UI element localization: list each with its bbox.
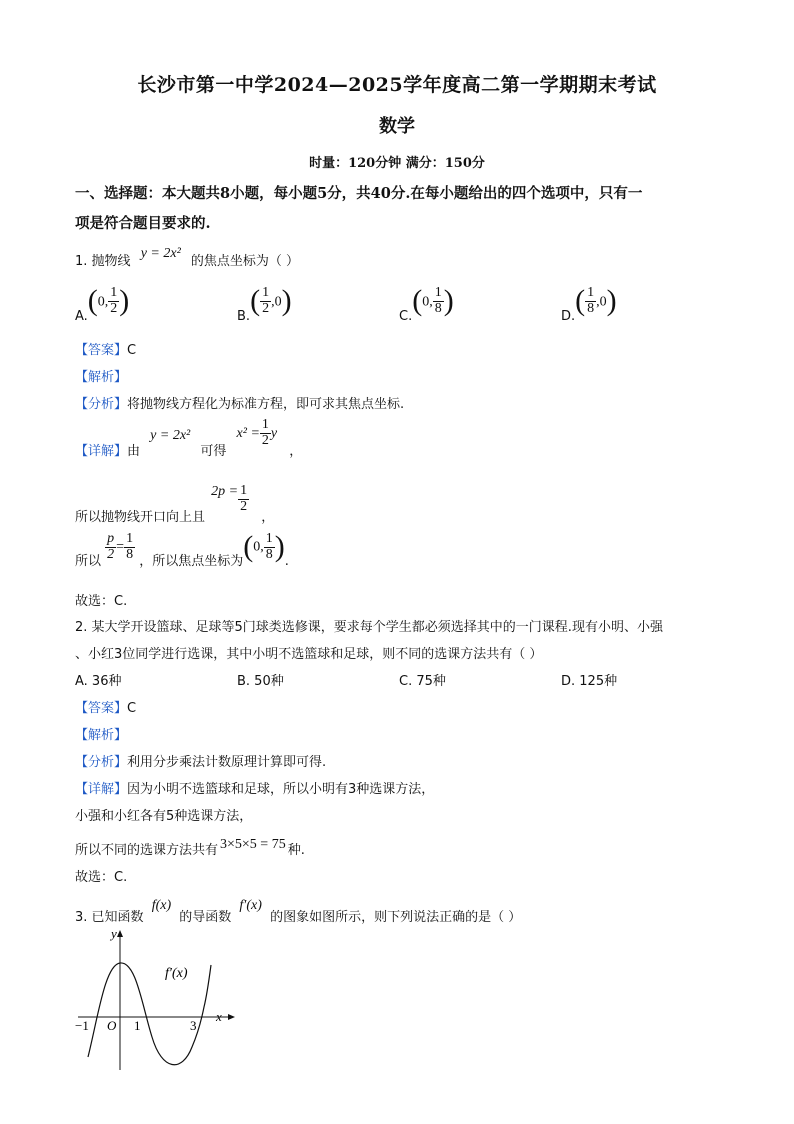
q1-option-a[interactable]: $_{A.}$(0, $\frac{1}{2}$ ) bbox=[75, 284, 130, 324]
q1-options bbox=[75, 284, 715, 328]
q1-option-c[interactable]: $_{C.}$(0, $\frac{1}{8}$ ) bbox=[399, 284, 454, 324]
q1-option-d[interactable]: $_{D.}$( $\frac{1}{8}$ ,0) bbox=[561, 284, 617, 324]
q2-answer: 【答案】C bbox=[75, 701, 137, 716]
q1-answer: 【答案】C bbox=[75, 343, 137, 358]
q2-option-c[interactable]: C. 75种 bbox=[399, 674, 446, 689]
time-score-info: 时量：120分钟 满分：150分 bbox=[309, 156, 485, 171]
q2-detail-line3: 所以不同的选课方法共有 3×5×5 = 75 种. bbox=[75, 837, 305, 858]
q2-stem-line2: 、小红3位同学进行选课，其中小明不选篮球和足球，则不同的选课方法共有（ ） bbox=[75, 647, 543, 662]
subject-title: 数学 bbox=[379, 116, 415, 137]
q1-jiexi: 【解析】 bbox=[75, 370, 128, 385]
y-axis-label: y bbox=[111, 926, 117, 941]
q1-detail-line2: 所以抛物线开口向上且 2p = $\frac{1}{2}$ ， bbox=[75, 483, 275, 525]
section-heading-line1: 一、选择题：本大题共8小题，每小题5分，共40分.在每小题给出的四个选项中，只有一 bbox=[75, 185, 643, 202]
q2-option-a[interactable]: A. 36种 bbox=[75, 674, 122, 689]
q1-conclusion: 故选：C. bbox=[75, 594, 128, 609]
q1-detail-line3: 所以 $\frac{p}{2}$ = $\frac{1}{8}$ ，所以焦点坐标为(0, $\frac{1}{8}$ ). bbox=[75, 530, 289, 569]
q3-derivative-graph bbox=[70, 925, 240, 1075]
q2-jiexi: 【解析】 bbox=[75, 728, 128, 743]
section-heading-line2: 项是符合题目要求的. bbox=[75, 215, 211, 232]
q1-fenxi: 【分析】将抛物线方程化为标准方程，即可求其焦点坐标. bbox=[75, 397, 405, 412]
q1-prefix: 1. 抛物线 bbox=[75, 254, 131, 269]
q1-option-b[interactable]: $_{B.}$( $\frac{1}{2}$ ,0) bbox=[237, 284, 292, 324]
q1-stem bbox=[75, 246, 300, 270]
tick-label-3: 3 bbox=[190, 1018, 197, 1033]
q1-detail-line1: 【详解】由 y = 2x² 可得 x² = $\frac{1}{2}$ y ， bbox=[75, 417, 303, 459]
curve-label: f′(x) bbox=[165, 966, 188, 981]
x-axis-arrow bbox=[228, 1014, 235, 1020]
q2-detail-line1: 【详解】因为小明不选篮球和足球，所以小明有3种选课方法， bbox=[75, 782, 435, 797]
derivative-curve bbox=[88, 963, 211, 1065]
y-axis-arrow bbox=[117, 930, 123, 937]
origin-label: O bbox=[107, 1018, 117, 1033]
q2-conclusion: 故选：C. bbox=[75, 870, 128, 885]
q2-stem-line1: 2. 某大学开设篮球、足球等5门球类选修课，要求每个学生都必须选择其中的一门课程.现有小明、小强 bbox=[75, 620, 663, 635]
tick-label-neg1: −1 bbox=[75, 1018, 89, 1033]
q1-suffix: 的焦点坐标为（ ） bbox=[190, 254, 300, 269]
exam-title: 长沙市第一中学2024—2025学年度高二第一学期期末考试 bbox=[137, 74, 657, 96]
tick-label-1: 1 bbox=[134, 1018, 141, 1033]
q2-option-d[interactable]: D. 125种 bbox=[561, 674, 618, 689]
q2-option-b[interactable]: B. 50种 bbox=[237, 674, 284, 689]
q3-stem: 3. 已知函数 f(x) 的导函数 f′(x) 的图象如图所示，则下列说法正确的是（ ） bbox=[75, 898, 522, 925]
q2-detail-line2: 小强和小红各有5种选课方法， bbox=[75, 809, 253, 824]
q2-fenxi: 【分析】利用分步乘法计数原理计算即可得. bbox=[75, 755, 327, 770]
q1-equation: y = 2x² bbox=[140, 246, 181, 261]
x-axis-label: x bbox=[216, 1009, 222, 1024]
